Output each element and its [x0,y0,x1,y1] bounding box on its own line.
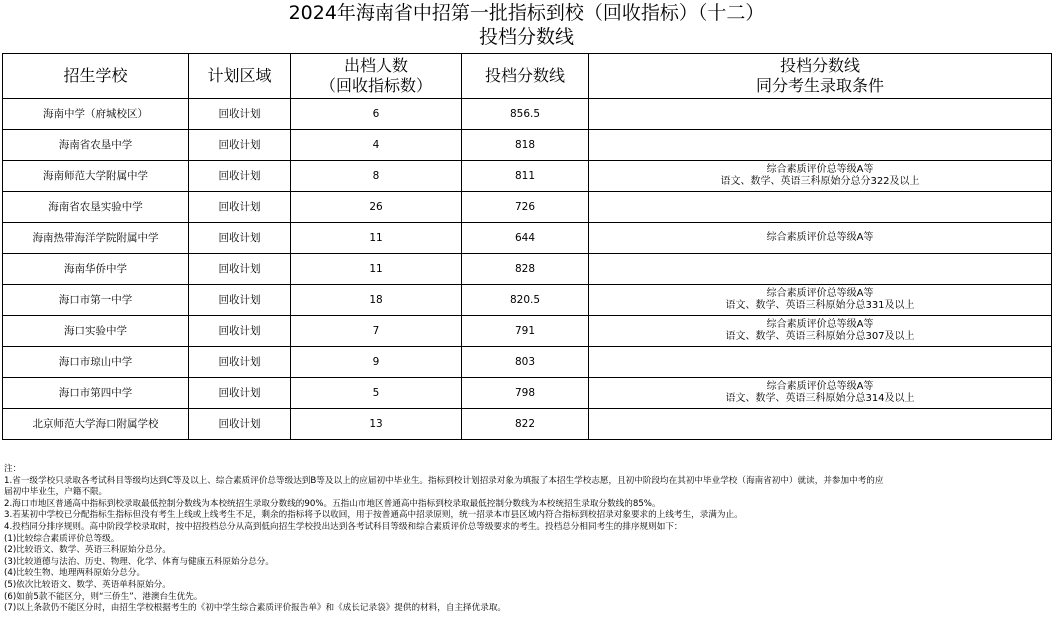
score-cell: 803 [462,347,589,378]
note-line: (5)依次比较语文、数学、英语单科原始分。 [4,579,171,590]
condition-cell [589,223,1052,254]
table-row [3,254,1052,285]
table-row [3,223,1052,254]
score-cell: 644 [462,223,589,254]
region-cell: 回收计划 [189,254,291,285]
note-line: 3.若某初中学校已分配指标生指标但没有考生上线或上线考生不足，剩余的指标将予以收回，用于按普通高中招录原则，统一招录本市县区域内符合指标到校招录对象要求的上线考生，录满为止。 [4,510,743,521]
note-line: (4)比较生物、地理两科原始分总分。 [4,568,146,579]
condition-cell [589,409,1052,440]
region-cell: 回收计划 [189,347,291,378]
header-score: 投档分数线 [462,54,589,99]
count-cell: 7 [291,316,462,347]
note-line: 届初中毕业生，户籍不限。 [4,487,108,498]
count-cell: 8 [291,161,462,192]
condition-line-1: 综合素质评价总等级A等 [766,381,874,392]
school-cell: 海南省农垦实验中学 [3,192,189,223]
condition-line-2: 语文、数学、英语三科原始分总307及以上 [725,331,915,342]
note-line: 2.海口市地区普通高中指标到校录取最低控制分数线为本校统招生录取分数线的90%。五指山市地区普通高中指标到校录取最低控制分数线为本校统招生录取分数线的85%。 [4,498,661,509]
count-cell: 18 [291,285,462,316]
school-cell: 海南师范大学附属中学 [3,161,189,192]
score-cell: 811 [462,161,589,192]
region-cell: 回收计划 [189,378,291,409]
school-cell: 海南华侨中学 [3,254,189,285]
table-row [3,316,1052,347]
note-line: 1.省一级学校只录取各考试科目等级均达到C等及以上、综合素质评价总等级达到B等及以上的应届初中毕业生。指标到校计划招录对象为填报了本招生学校志愿，且初中阶段均在其初中毕业学校（海南省初中）就读，并参加中考的应 [4,475,884,486]
score-cell: 820.5 [462,285,589,316]
note-line: 注： [4,464,22,474]
table-row [3,130,1052,161]
condition-cell [589,161,1052,192]
header-count: 出档人数 （回收指标数） [291,54,462,99]
score-cell: 791 [462,316,589,347]
condition-line-2: 语文、数学、英语三科原始分总314及以上 [725,393,915,404]
condition-cell [589,316,1052,347]
notes-section [0,464,1053,615]
count-cell: 11 [291,223,462,254]
score-cell: 856.5 [462,99,589,130]
note-line: (2)比较语文、数学、英语三科原始分总分。 [4,545,171,556]
table-row [3,409,1052,440]
score-cell: 798 [462,378,589,409]
score-cell: 822 [462,409,589,440]
school-cell: 海南中学（府城校区） [3,99,189,130]
condition-cell [589,254,1052,285]
note-line: (3)比较道德与法治、历史、物理、化学、体育与健康五科原始分总分。 [4,556,274,567]
condition-cell [589,285,1052,316]
count-cell: 11 [291,254,462,285]
condition-line-2: 语文、数学、英语三科原始分总分322及以上 [720,176,920,187]
table-row [3,161,1052,192]
condition-line-1: 综合素质评价总等级A等 [766,288,874,299]
document-title: 2024年海南省中招第一批指标到校（回收指标）（十二） [288,2,765,24]
school-cell: 海南省农垦中学 [3,130,189,161]
region-cell: 回收计划 [189,316,291,347]
header-condition: 投档分数线 同分考生录取条件 [589,54,1052,99]
condition-cell [589,130,1052,161]
score-table [2,53,1052,440]
note-line: (6)如前5款不能区分，则“三侨生”、港澳台生优先。 [4,591,203,602]
region-cell: 回收计划 [189,130,291,161]
count-cell: 4 [291,130,462,161]
region-cell: 回收计划 [189,161,291,192]
region-cell: 回收计划 [189,285,291,316]
header-region: 计划区域 [189,54,291,99]
condition-cell [589,192,1052,223]
condition-line-1: 综合素质评价总等级A等 [766,164,874,175]
school-cell: 海口市第四中学 [3,378,189,409]
region-cell: 回收计划 [189,409,291,440]
note-line: (7)以上条款仍不能区分时，由招生学校根据考生的《初中学生综合素质评价报告单》和《成长记录袋》提供的材料，自主择优录取。 [4,603,507,614]
note-line: 4.投档同分排序规则。高中阶段学校录取时，按中招投档总分从高到低向招生学校投出达到各考试科目等级和综合素质评价总等级要求的考生。投档总分相同考生的排序规则如下： [4,521,683,532]
school-cell: 海口市第一中学 [3,285,189,316]
school-cell: 北京师范大学海口附属学校 [3,409,189,440]
condition-cell [589,347,1052,378]
table-row [3,378,1052,409]
table-row [3,99,1052,130]
note-line: (1)比较综合素质评价总等级。 [4,533,120,544]
school-cell: 海南热带海洋学院附属中学 [3,223,189,254]
school-cell: 海口市琼山中学 [3,347,189,378]
count-cell: 13 [291,409,462,440]
document-subtitle: 投档分数线 [478,26,574,48]
table-row [3,347,1052,378]
condition-line-1: 综合素质评价总等级A等 [766,319,874,330]
header-school: 招生学校 [3,54,189,99]
score-cell: 818 [462,130,589,161]
count-cell: 26 [291,192,462,223]
school-cell: 海口实验中学 [3,316,189,347]
score-cell: 726 [462,192,589,223]
count-cell: 6 [291,99,462,130]
region-cell: 回收计划 [189,223,291,254]
condition-cell [589,378,1052,409]
condition-line-2: 语文、数学、英语三科原始分总331及以上 [725,300,915,311]
table-row [3,285,1052,316]
region-cell: 回收计划 [189,192,291,223]
condition-line-1: 综合素质评价总等级A等 [766,232,874,243]
score-cell: 828 [462,254,589,285]
table-row [3,192,1052,223]
condition-cell [589,99,1052,130]
table-header-row [3,54,1052,99]
count-cell: 9 [291,347,462,378]
region-cell: 回收计划 [189,99,291,130]
count-cell: 5 [291,378,462,409]
